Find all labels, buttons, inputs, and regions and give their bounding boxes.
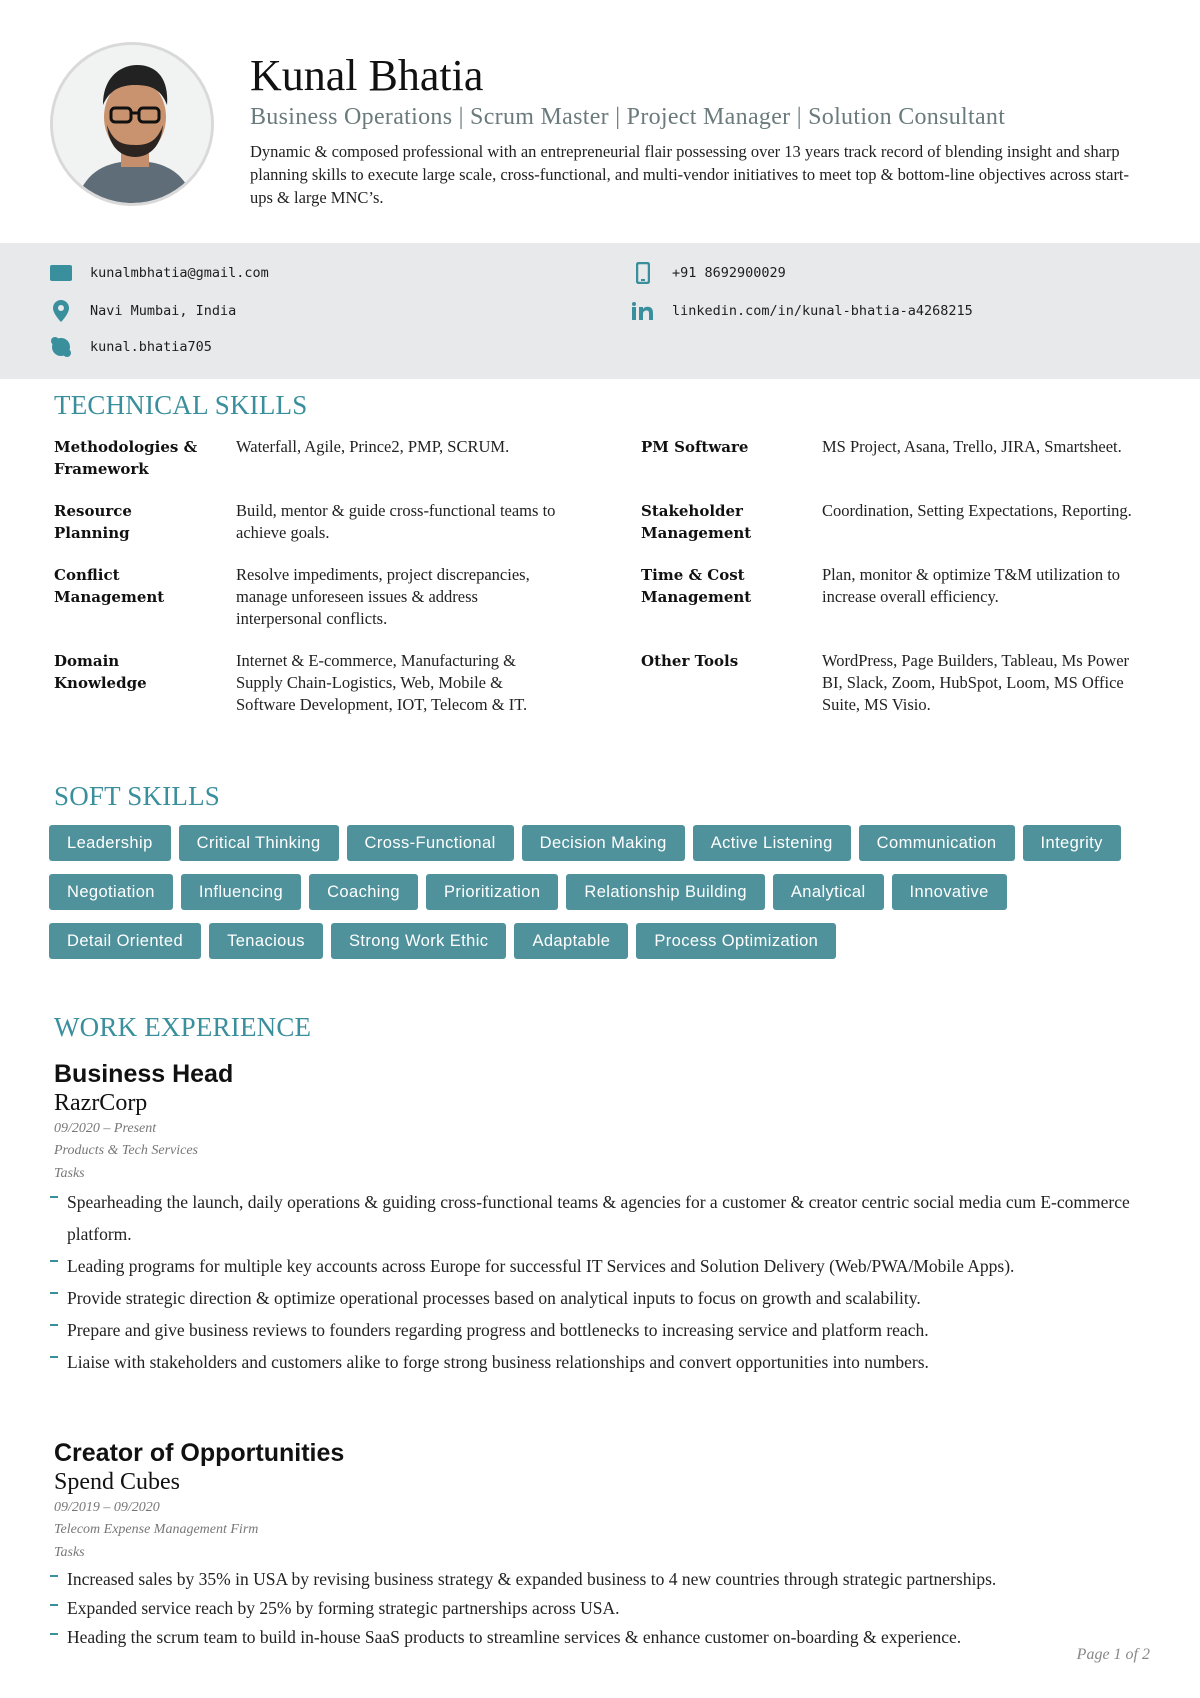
skill-value-time-cost: Plan, monitor & optimize T&M utilization to increase overall efficiency. bbox=[822, 565, 1121, 606]
skill-chip: Prioritization bbox=[426, 874, 558, 910]
skill-label-pm-software: PM Software bbox=[641, 438, 749, 456]
location-text: Navi Mumbai, India bbox=[90, 303, 237, 319]
resume-header bbox=[0, 0, 1200, 243]
contact-location bbox=[50, 300, 236, 322]
tasks-label: Tasks bbox=[54, 1166, 85, 1181]
linkedin-text: linkedin.com/in/kunal-bhatia-a4268215 bbox=[672, 303, 973, 319]
chip-row bbox=[49, 923, 1159, 959]
skill-chip: Leadership bbox=[49, 825, 171, 861]
job-company: RazrCorp bbox=[54, 1090, 148, 1116]
skill-chip: Process Optimization bbox=[636, 923, 836, 959]
envelope-icon bbox=[50, 262, 72, 284]
skill-chip: Analytical bbox=[773, 874, 884, 910]
skill-label-stakeholder: Stakeholder Management bbox=[641, 502, 752, 542]
job-entry bbox=[54, 1060, 1164, 1378]
job-company: Spend Cubes bbox=[54, 1469, 180, 1495]
skill-chip: Strong Work Ethic bbox=[331, 923, 506, 959]
work-experience-heading: WORK EXPERIENCE bbox=[54, 1012, 312, 1042]
profile-photo bbox=[50, 42, 214, 206]
skill-chip: Innovative bbox=[892, 874, 1007, 910]
skill-label-methodologies: Methodologies & Framework bbox=[54, 438, 198, 478]
page-indicator: Page 1 of 2 bbox=[1076, 1646, 1150, 1663]
task-item: Provide strategic direction & optimize operational processes based on analytical inputs to focus on growth and scalability. bbox=[54, 1282, 1164, 1314]
contact-skype[interactable] bbox=[50, 336, 212, 358]
skill-chip: Critical Thinking bbox=[179, 825, 339, 861]
task-list bbox=[54, 1186, 1164, 1378]
mobile-phone-icon bbox=[632, 262, 654, 284]
skill-value-domain: Internet & E-commerce, Manufacturing & Supply Chain-Logistics, Web, Mobile & Software Development, IOT, Telecom & IT. bbox=[236, 651, 528, 714]
skype-icon bbox=[50, 336, 72, 358]
skill-chip: Coaching bbox=[309, 874, 418, 910]
tasks-label: Tasks bbox=[54, 1545, 85, 1560]
skill-value-pm-software: MS Project, Asana, Trello, JIRA, Smartsheet. bbox=[822, 437, 1122, 456]
task-list bbox=[54, 1565, 1164, 1652]
skill-label-resource-planning: Resource Planning bbox=[54, 502, 132, 542]
skill-chip: Negotiation bbox=[49, 874, 173, 910]
skill-chip: Decision Making bbox=[522, 825, 685, 861]
task-item: Leading programs for multiple key accounts across Europe for successful IT Services and Solution Delivery (Web/PWA/Mobile Apps). bbox=[54, 1250, 1164, 1282]
linkedin-icon bbox=[632, 300, 654, 322]
job-industry: Products & Tech Services bbox=[54, 1143, 198, 1158]
task-item: Heading the scrum team to build in-house SaaS products to streamline services & enhance customer on-boarding & experience. bbox=[54, 1623, 1164, 1652]
skill-chip: Cross-Functional bbox=[347, 825, 514, 861]
soft-skills-chips bbox=[49, 825, 1159, 972]
email-text: kunalmbhatia@gmail.com bbox=[90, 265, 269, 281]
skill-value-stakeholder: Coordination, Setting Expectations, Reporting. bbox=[822, 501, 1132, 520]
candidate-name: Kunal Bhatia bbox=[250, 51, 484, 100]
skill-chip: Communication bbox=[859, 825, 1015, 861]
candidate-tagline: Business Operations | Scrum Master | Project Manager | Solution Consultant bbox=[250, 104, 1006, 130]
skill-label-other-tools: Other Tools bbox=[641, 652, 739, 670]
job-title: Business Head bbox=[54, 1060, 234, 1088]
job-dates: 09/2019 – 09/2020 bbox=[54, 1500, 160, 1515]
chip-row bbox=[49, 825, 1159, 861]
contact-band bbox=[0, 243, 1200, 379]
skill-chip: Active Listening bbox=[693, 825, 851, 861]
task-item: Liaise with stakeholders and customers alike to forge strong business relationships and convert opportunities into numbers. bbox=[54, 1346, 1164, 1378]
skill-label-time-cost: Time & Cost Management bbox=[641, 566, 752, 606]
contact-email[interactable] bbox=[50, 262, 269, 284]
task-item: Prepare and give business reviews to founders regarding progress and bottlenecks to increasing service and platform reach. bbox=[54, 1314, 1164, 1346]
job-dates: 09/2020 – Present bbox=[54, 1121, 157, 1136]
skill-chip: Detail Oriented bbox=[49, 923, 201, 959]
contact-linkedin[interactable] bbox=[632, 300, 973, 322]
soft-skills-heading: SOFT SKILLS bbox=[54, 781, 220, 811]
skill-value-conflict: Resolve impediments, project discrepancies, manage unforeseen issues & address interpersonal conflicts. bbox=[236, 565, 530, 628]
job-industry: Telecom Expense Management Firm bbox=[54, 1522, 259, 1537]
job-entry bbox=[54, 1439, 1164, 1652]
skill-value-other-tools: WordPress, Page Builders, Tableau, Ms Power BI, Slack, Zoom, HubSpot, Loom, MS Office Suite, MS Visio. bbox=[822, 651, 1130, 714]
skill-label-domain: Domain Knowledge bbox=[54, 652, 147, 692]
skill-chip: Influencing bbox=[181, 874, 301, 910]
skill-chip: Integrity bbox=[1023, 825, 1121, 861]
task-item: Spearheading the launch, daily operations & guiding cross-functional teams & agencies for a customer & creator centric social media cum E-commerce platform. bbox=[54, 1186, 1164, 1250]
location-pin-icon bbox=[50, 300, 72, 322]
contact-phone[interactable] bbox=[632, 262, 786, 284]
skill-chip: Relationship Building bbox=[566, 874, 765, 910]
task-item: Expanded service reach by 25% by forming strategic partnerships across USA. bbox=[54, 1594, 1164, 1623]
skill-chip: Adaptable bbox=[514, 923, 628, 959]
phone-text: +91 8692900029 bbox=[672, 265, 786, 281]
chip-row bbox=[49, 874, 1159, 910]
skill-label-conflict: Conflict Management bbox=[54, 566, 165, 606]
technical-skills-heading: TECHNICAL SKILLS bbox=[54, 390, 308, 420]
profile-summary: Dynamic & composed professional with an entrepreneurial flair possessing over 13 years track record of blending insight and sharp planning skills to execute large scale, cross-functional, and multi-vendor initiatives to meet top & bottom-line objectives across start-ups & large MNC’s. bbox=[250, 142, 1130, 207]
task-item: Increased sales by 35% in USA by revising business strategy & expanded business to 4 new countries through strategic partnerships. bbox=[54, 1565, 1164, 1594]
skill-value-methodologies: Waterfall, Agile, Prince2, PMP, SCRUM. bbox=[236, 437, 510, 456]
job-title: Creator of Opportunities bbox=[54, 1439, 345, 1467]
skill-chip: Tenacious bbox=[209, 923, 323, 959]
skype-text: kunal.bhatia705 bbox=[90, 339, 212, 355]
skill-value-resource-planning: Build, mentor & guide cross-functional teams to achieve goals. bbox=[236, 501, 556, 542]
